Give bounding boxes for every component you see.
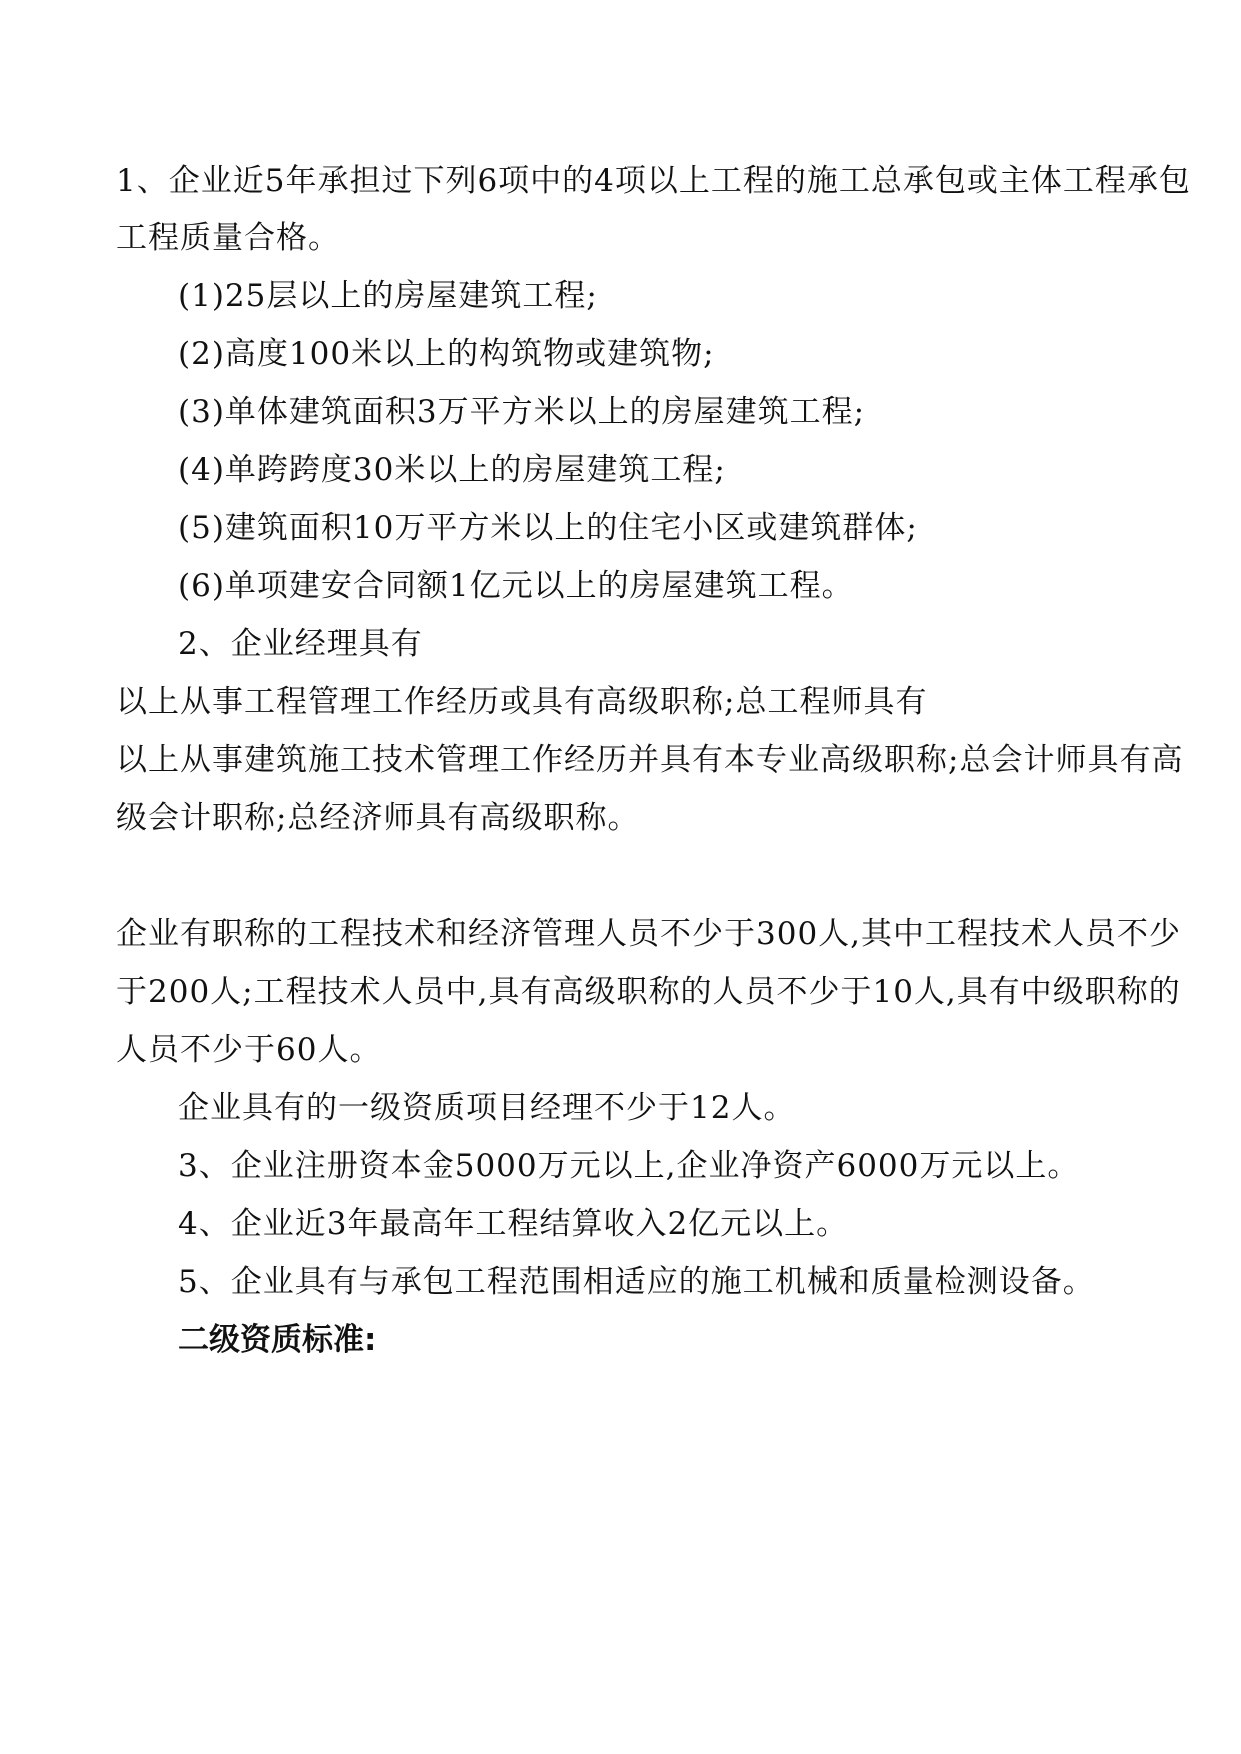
subitem-6: (6)单项建安合同额1亿元以上的房屋建筑工程。 [178,568,854,604]
subitem-3: (3)单体建筑面积3万平方米以上的房屋建筑工程; [178,394,866,430]
staff-line4: 企业具有的一级资质项目经理不少于12人。 [178,1090,796,1126]
subitem-5: (5)建筑面积10万平方米以上的住宅小区或建筑群体; [178,510,918,546]
subitem-1: (1)25层以上的房屋建筑工程; [178,278,598,314]
item2-line1: 2、企业经理具有 [178,626,423,662]
staff-line1: 企业有职称的工程技术和经济管理人员不少于300人,其中工程技术人员不少 [116,916,1182,952]
item4: 4、企业近3年最高年工程结算收入2亿元以上。 [178,1206,849,1242]
heading-level2-standard: 二级资质标准: [178,1322,377,1358]
staff-line3: 人员不少于60人。 [116,1032,382,1068]
item5: 5、企业具有与承包工程范围相适应的施工机械和质量检测设备。 [178,1264,1095,1300]
item2-line2: 以上从事工程管理工作经历或具有高级职称;总工程师具有 [116,684,928,720]
item2-line4: 级会计职称;总经济师具有高级职称。 [116,800,640,836]
item1-line2: 工程质量合格。 [116,220,340,256]
item1-line1: 1、企业近5年承担过下列6项中的4项以上工程的施工总承包或主体工程承包 [116,163,1191,199]
item2-line3: 以上从事建筑施工技术管理工作经历并具有本专业高级职称;总会计师具有高 [116,742,1184,778]
subitem-2: (2)高度100米以上的构筑物或建筑物; [178,336,715,372]
item3: 3、企业注册资本金5000万元以上,企业净资产6000万元以上。 [178,1148,1080,1184]
subitem-4: (4)单跨跨度30米以上的房屋建筑工程; [178,452,726,488]
staff-line2: 于200人;工程技术人员中,具有高级职称的人员不少于10人,具有中级职称的 [116,974,1181,1010]
